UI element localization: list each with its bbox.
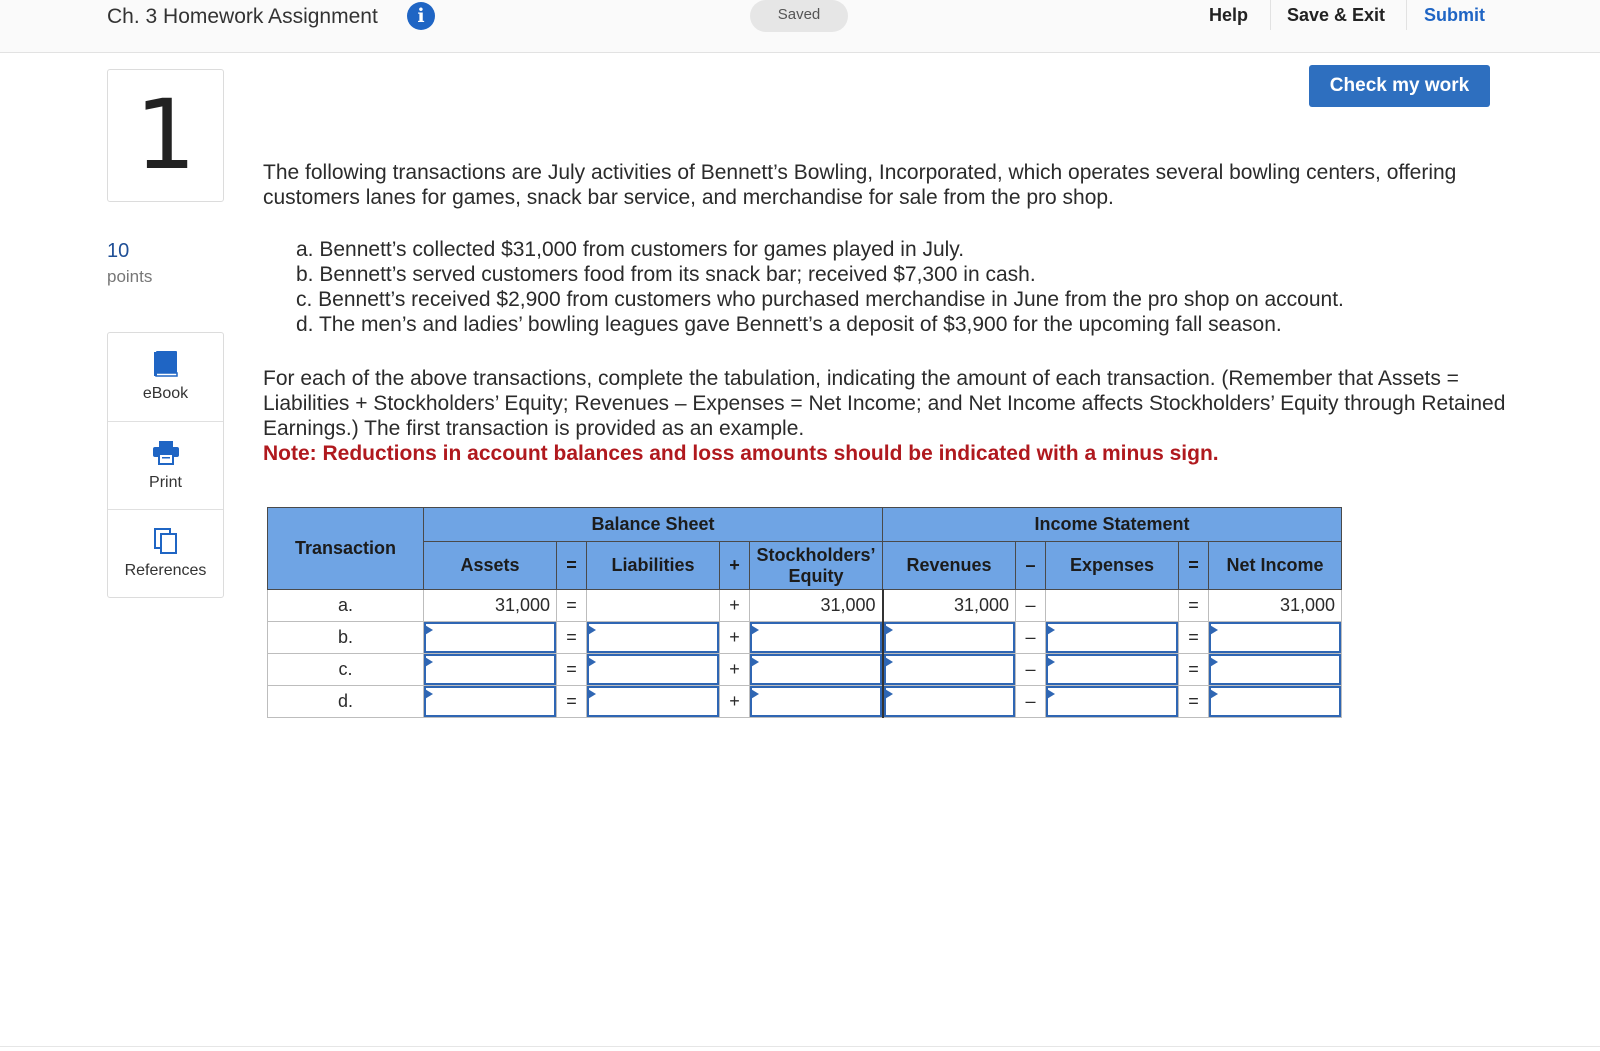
top-bar — [0, 0, 1600, 53]
net-income-value: 31,000 — [1209, 590, 1342, 622]
check-my-work-button[interactable]: Check my work — [1309, 65, 1490, 107]
minus-sign: – — [1016, 590, 1046, 622]
list-item: b. Bennett’s served customers food from its snack bar; received $7,300 in cash. — [296, 263, 1036, 286]
input-marker — [751, 657, 759, 667]
input-marker — [885, 657, 893, 667]
input-marker — [1047, 689, 1055, 699]
footer-divider — [0, 1046, 1600, 1047]
liabilities-input[interactable] — [587, 622, 719, 653]
revenues-input[interactable] — [884, 622, 1016, 653]
input-marker — [588, 657, 596, 667]
table-row — [268, 654, 1342, 686]
info-icon[interactable]: i — [407, 2, 435, 30]
saved-status-badge: Saved — [750, 0, 848, 32]
references-button[interactable] — [108, 509, 223, 598]
row-label: b. — [268, 622, 424, 654]
equity-input[interactable] — [750, 622, 882, 653]
plus-sign: + — [720, 654, 750, 686]
assets-value: 31,000 — [424, 590, 557, 622]
net-income-input[interactable] — [1209, 654, 1341, 685]
assets-input[interactable] — [424, 686, 556, 717]
ebook-button[interactable] — [108, 333, 223, 421]
revenues-input[interactable] — [884, 654, 1016, 685]
save-exit-link[interactable]: Save & Exit — [1287, 5, 1386, 25]
list-item: c. Bennett’s received $2,900 from customers who purchased merchandise in June from the pro shop on account. — [296, 288, 1344, 311]
net-income-input[interactable] — [1209, 622, 1341, 653]
points-value: 10 — [107, 240, 130, 262]
printer-icon — [151, 438, 181, 468]
equity-header: Stockholders’ Equity — [750, 542, 883, 590]
references-icon — [151, 526, 181, 556]
equals-header: = — [557, 542, 587, 590]
list-item: d. The men’s and ladies’ bowling leagues gave Bennett’s a deposit of $3,900 for the upcoming fall season. — [296, 313, 1282, 336]
input-marker — [1210, 625, 1218, 635]
input-marker — [885, 689, 893, 699]
minus-header: – — [1016, 542, 1046, 590]
input-marker — [425, 625, 433, 635]
question-number: 1 — [107, 69, 224, 202]
equals-sign: = — [1179, 590, 1209, 622]
expenses-input[interactable] — [1046, 686, 1178, 717]
equals-sign: = — [1179, 622, 1209, 654]
assignment-title: Ch. 3 Homework Assignment — [107, 5, 378, 28]
minus-sign-note: Note: Reductions in account balances and loss amounts should be indicated with a minus sign. — [263, 442, 1219, 465]
plus-sign: + — [720, 622, 750, 654]
revenues-input[interactable] — [884, 686, 1016, 717]
equity-input[interactable] — [750, 654, 882, 685]
print-label: Print — [149, 474, 182, 491]
input-marker — [425, 689, 433, 699]
question-tools — [107, 332, 224, 598]
revenues-value: 31,000 — [883, 590, 1016, 622]
liabilities-header: Liabilities — [587, 542, 720, 590]
input-marker — [1210, 689, 1218, 699]
equals-sign: = — [1179, 654, 1209, 686]
transaction-list — [296, 237, 1344, 337]
liabilities-value — [587, 590, 720, 622]
liabilities-input[interactable] — [587, 686, 719, 717]
equals-sign: = — [557, 590, 587, 622]
balance-sheet-header: Balance Sheet — [424, 508, 883, 542]
minus-sign: – — [1016, 654, 1046, 686]
income-statement-header: Income Statement — [883, 508, 1342, 542]
submit-link[interactable]: Submit — [1424, 5, 1485, 25]
table-row — [268, 590, 1342, 622]
equity-value: 31,000 — [750, 590, 883, 622]
plus-sign: + — [720, 590, 750, 622]
print-button[interactable] — [108, 421, 223, 510]
expenses-value — [1046, 590, 1179, 622]
expenses-input[interactable] — [1046, 654, 1178, 685]
input-marker — [751, 689, 759, 699]
input-marker — [885, 625, 893, 635]
row-label: a. — [268, 590, 424, 622]
ebook-label: eBook — [142, 385, 189, 402]
question-intro: The following transactions are July activities of Bennett’s Bowling, Incorporated, which operates several bowling centers, offering customers lanes for games, snack bar service, and merchandise for sale from the pro shop. — [263, 161, 1457, 209]
minus-sign: – — [1016, 686, 1046, 718]
instructions-text: For each of the above transactions, complete the tabulation, indicating the amount of each transaction. (Remember that Assets = Liabilities + Stockholders’ Equity; Revenues – Expenses = Net Income; and Net Income affects Stockholders’ Equity through Retained Earnings.) The first transaction is provided as an example. — [263, 367, 1506, 440]
input-marker — [425, 657, 433, 667]
liabilities-input[interactable] — [587, 654, 719, 685]
equals-sign: = — [557, 654, 587, 686]
revenues-header: Revenues — [883, 542, 1016, 590]
list-item: a. Bennett’s collected $31,000 from customers for games played in July. — [296, 238, 965, 261]
input-marker — [1210, 657, 1218, 667]
expenses-input[interactable] — [1046, 622, 1178, 653]
assets-input[interactable] — [424, 622, 556, 653]
instructions-block — [263, 366, 1513, 466]
net-income-header: Net Income — [1209, 542, 1342, 590]
help-link[interactable]: Help — [1209, 5, 1249, 25]
table-row — [268, 686, 1342, 718]
nav-divider — [1406, 0, 1407, 30]
equals-sign: = — [557, 622, 587, 654]
minus-sign: – — [1016, 622, 1046, 654]
input-marker — [1047, 625, 1055, 635]
equals-header: = — [1179, 542, 1209, 590]
transaction-header: Transaction — [268, 508, 424, 590]
input-marker — [588, 689, 596, 699]
tabulation-table — [267, 507, 1342, 718]
row-label: c. — [268, 654, 424, 686]
net-income-input[interactable] — [1209, 686, 1341, 717]
table-row — [268, 622, 1342, 654]
equals-sign: = — [557, 686, 587, 718]
plus-sign: + — [720, 686, 750, 718]
equals-sign: = — [1179, 686, 1209, 718]
assets-input[interactable] — [424, 654, 556, 685]
points-label: points — [107, 267, 153, 286]
row-label: d. — [268, 686, 424, 718]
expenses-header: Expenses — [1046, 542, 1179, 590]
nav-divider — [1270, 0, 1271, 30]
equity-input[interactable] — [750, 686, 882, 717]
assets-header: Assets — [424, 542, 557, 590]
input-marker — [588, 625, 596, 635]
input-marker — [1047, 657, 1055, 667]
plus-header: + — [720, 542, 750, 590]
book-icon — [151, 349, 181, 379]
input-marker — [751, 625, 759, 635]
references-label: References — [124, 562, 207, 579]
